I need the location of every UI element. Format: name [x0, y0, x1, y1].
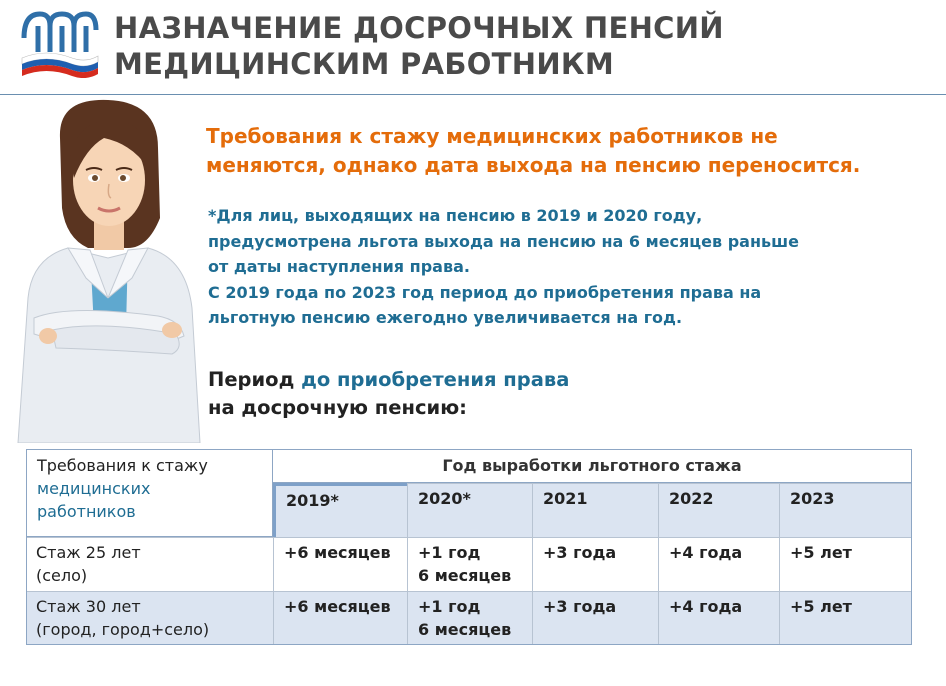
period-prefix: Период — [208, 368, 295, 391]
year-cell-2019: 2019* — [273, 483, 407, 537]
cell-line-1: +1 год — [418, 543, 481, 562]
lead-line-1: Требования к стажу медицинских работников не — [206, 124, 778, 148]
cell-line-1: +5 лет — [790, 543, 852, 562]
note-line-4: С 2019 года по 2023 год период до приобретения права на — [208, 282, 762, 302]
table-cell — [532, 591, 658, 645]
requirements-header-line-2: медицинских — [37, 479, 151, 498]
lead-text — [206, 122, 936, 180]
pension-table — [26, 449, 912, 645]
title-line-1: НАЗНАЧЕНИЕ ДОСРОЧНЫХ ПЕНСИЙ — [114, 11, 724, 45]
cell-line-1: +1 год — [418, 597, 481, 616]
table-cell — [658, 537, 779, 591]
year-cell-2023: 2023 — [779, 483, 912, 537]
cell-line-1: +3 года — [543, 597, 617, 616]
cell-line-1: +4 года — [669, 597, 743, 616]
period-heading — [208, 366, 708, 422]
row-label-line-1: Стаж 25 лет — [36, 543, 141, 562]
year-header: Год выработки льготного стажа — [273, 449, 912, 483]
note-text — [208, 203, 938, 331]
requirements-header-line-1: Требования к стажу — [37, 456, 208, 475]
cell-line-1: +4 года — [669, 543, 743, 562]
row-label-line-2: (город, город+село) — [36, 620, 210, 639]
table-cell — [658, 591, 779, 645]
table-cell — [407, 591, 532, 645]
page-title — [114, 10, 724, 82]
row-label — [26, 537, 273, 591]
year-cell-2020: 2020* — [407, 483, 532, 537]
cell-line-1: +5 лет — [790, 597, 852, 616]
requirements-header-line-3: работников — [37, 502, 136, 521]
table-cell — [779, 591, 912, 645]
row-label — [26, 591, 273, 645]
cell-line-1: +6 месяцев — [284, 543, 391, 562]
table-cell — [273, 591, 407, 645]
cell-line-1: +6 месяцев — [284, 597, 391, 616]
note-line-5: льготную пенсию ежегодно увеличивается на год. — [208, 308, 683, 327]
header-divider — [0, 94, 946, 95]
row-label-line-2: (село) — [36, 566, 88, 585]
cell-line-2: 6 месяцев — [418, 566, 512, 585]
table-cell — [532, 537, 658, 591]
period-highlight: до приобретения права — [301, 368, 570, 391]
table-cell — [273, 537, 407, 591]
title-line-2: МЕДИЦИНСКИМ РАБОТНИКМ — [114, 47, 615, 81]
requirements-header — [26, 449, 273, 537]
cell-line-1: +3 года — [543, 543, 617, 562]
lead-line-2: меняются, однако дата выхода на пенсию переносится. — [206, 153, 861, 177]
row-label-line-1: Стаж 30 лет — [36, 597, 141, 616]
year-cell-2021: 2021 — [532, 483, 658, 537]
table-cell — [779, 537, 912, 591]
doctor-illustration — [8, 98, 208, 443]
cell-line-2: 6 месяцев — [418, 620, 512, 639]
note-line-2: предусмотрена льгота выхода на пенсию на 6 месяцев раньше — [208, 231, 799, 251]
pfr-logo-icon — [16, 8, 100, 78]
year-cell-2022: 2022 — [658, 483, 779, 537]
note-line-3: от даты наступления права. — [208, 257, 470, 276]
table-cell — [407, 537, 532, 591]
note-line-1: *Для лиц, выходящих на пенсию в 2019 и 2020 году, — [208, 206, 703, 225]
period-line-2: на досрочную пенсию: — [208, 396, 467, 419]
